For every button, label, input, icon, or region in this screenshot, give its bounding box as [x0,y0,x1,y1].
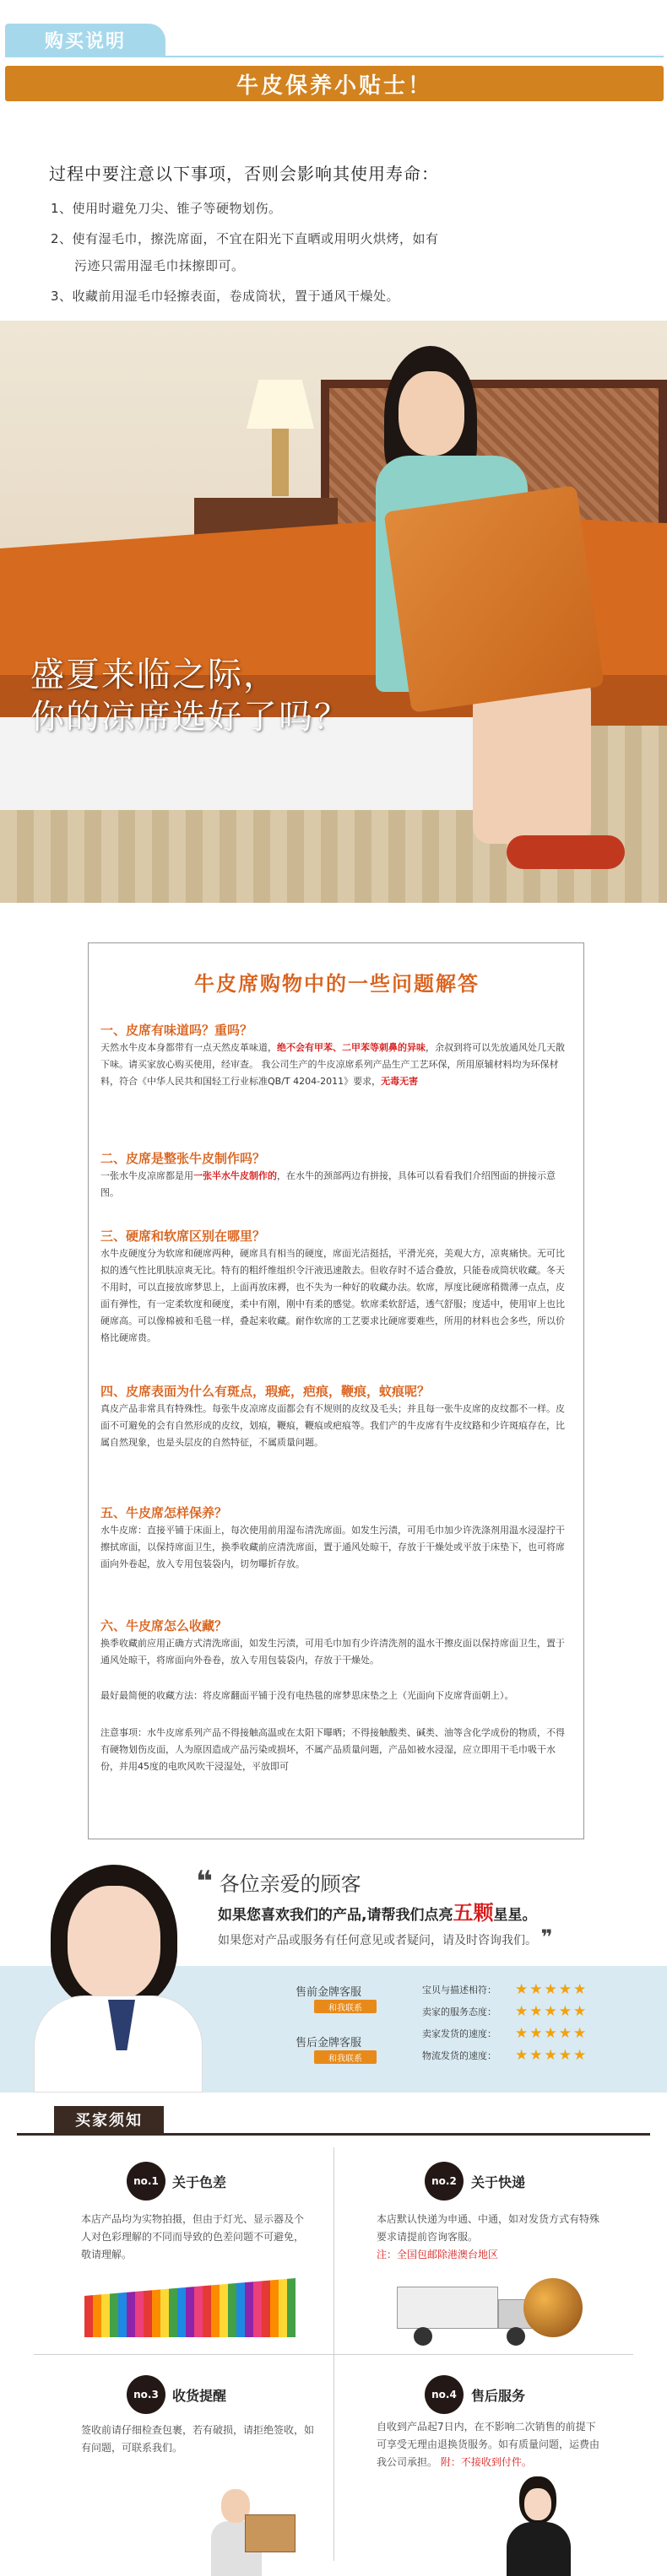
notice-text-receipt: 签收前请仔细检查包裹，若有破损，请拒绝签收，如有问题，可联系我们。 [81,2424,315,2454]
notice-shipping-text: 本店默认快递为申通、中通，如对发货方式有特殊要求请提前咨询客服。 [377,2213,600,2243]
truck-wheel [507,2327,525,2346]
faq-answer-text: 天然水牛皮本身都带有一点天然皮革味道， [100,1042,277,1053]
care-tips-banner: 牛皮保养小贴士！ [5,66,664,101]
purchase-instructions-tab: 购买说明 [5,24,165,56]
tip-item: 3、收藏前用湿毛巾轻擦表面，卷成筒状，置于通风干燥处。 [51,289,400,304]
notice-aftersale-note: 附：不接收到付件。 [440,2456,532,2468]
photo-headline-line2: 你的凉席选好了吗？ [30,698,350,737]
star-icon: ★ [515,2003,529,2020]
star-icon: ★ [558,2003,572,2020]
badge-no1: no.1 [127,2162,165,2201]
rating-stars [515,2047,588,2064]
tip-item: 2、使有湿毛巾，擦洗席面，不宜在阳光下直晒或用明火烘烤，如有 [51,231,439,246]
star-icon: ★ [544,2025,557,2042]
cs-request-highlight: 五颗 [453,1901,494,1925]
star-icon: ★ [573,2003,587,2020]
courier-image [203,2481,304,2576]
aftersale-contact-button[interactable]: 和我联系 [314,2050,377,2064]
quote-open-icon: ❝ [196,1865,213,1898]
notice-heading-shipping: 关于快递 [471,2174,526,2190]
rating-row [422,2025,588,2042]
notice-shipping-note: 注：全国包邮除港澳台地区 [377,2249,499,2260]
rating-row [422,2003,588,2020]
faq-answer: 真皮产品非常具有特殊性。每张牛皮凉席皮面都会有不规则的皮纹及毛头；并且每一张牛皮席的皮纹都不一样。皮面不可避免的会有自然形成的皮纹，划痕，鞭痕，鞭痕或疤痕等。我们产的牛皮席有牛皮纹路和少许斑痕存在，比属自然现象，也是头层皮的自然特征，不属质量问题。 [100,1403,565,1448]
rating-stars [515,1981,588,1998]
photo-slippers [507,835,625,869]
truck-wheel [414,2327,432,2346]
badge-no2: no.2 [425,2162,464,2201]
star-icon: ★ [558,2025,572,2042]
faq-answer: 最好最简便的收藏方法：将皮席翻面平铺于没有电热毯的席梦思床垫之上（光面向下皮席背面朝上）。 [100,1690,514,1701]
star-icon: ★ [558,1981,572,1998]
faq-question: 三、硬席和软席区别在哪里？ [100,1229,266,1244]
rating-label: 卖家发货的速度： [422,2028,496,2039]
star-icon: ★ [529,2047,543,2064]
cs-greeting-text: 各位亲爱的顾客 [219,1872,361,1896]
photo-model-face [399,371,464,456]
faq-answer: 换季收藏前应用正确方式清洗席面，如发生污渍，可用毛巾加有少许清洗剂的温水干擦皮面以保持席面卫生，置于通风处晾干，将席面向外卷卷，放入专用包装袋内，存放于干燥处。 [100,1638,565,1666]
colored-pencils-image [84,2278,296,2337]
notice-heading-receipt: 收货提醒 [172,2388,227,2404]
faq-question: 一、皮席有味道吗？重吗？ [100,1023,253,1038]
cs-agent-face [68,1886,160,2000]
customer-service-section [0,1856,667,2093]
cs-inquiry [218,1925,553,1949]
notice-text-color: 本店产品均为实物拍摄，但由于灯光、显示器及个人对色彩理解的不同而导致的色差问题不可避免，敬请理解。 [81,2213,305,2260]
star-icon: ★ [529,2025,543,2042]
header [0,0,667,101]
buyer-notice-divider [17,2133,650,2136]
presale-contact-button[interactable]: 和我联系 [314,2000,377,2013]
notice-heading-aftersale: 售后服务 [471,2388,526,2404]
photo-lamp-base [272,429,289,496]
star-icon: ★ [544,2047,557,2064]
photo-headline-line1: 盛夏来临之际， [30,656,279,694]
faq-answer [100,1040,573,1090]
faq-answer-highlight: 无毒无害 [381,1076,419,1087]
header-divider [5,56,664,57]
rating-stars [515,2003,588,2020]
buyer-notice-tab: 买家须知 [54,2106,164,2133]
notice-horizontal-divider [34,2354,633,2355]
faq-answer-highlight: 一张半水牛皮制作的 [193,1170,277,1181]
cs-inquiry-text: 如果您对产品或服务有任何意见或者疑问，请及时咨询我们。 [218,1934,537,1947]
agent-body [507,2522,571,2576]
rating-label: 卖家的服务态度： [422,2006,496,2017]
faq-answer-text: ，在水牛的颈部两边有拼接，具体可以看看我们介绍图面的拼接示意图。 [100,1170,556,1198]
rating-label: 宝贝与描述相符： [422,1985,496,1995]
faq-answer: 注意事项：水牛皮席系列产品不得接触高温或在太阳下曝晒；不得接触酸类、碱类、油等含化学成份的物质，不得有硬物划伤皮面，人为原因造成产品污染或损坏，不属产品质量问题，产品如被水浸湿，应立即用干毛巾吸干水份，并用45度的电吹风吹干浸湿处，平放即可 [100,1727,565,1772]
faq-question: 四、皮席表面为什么有斑点，瑕疵，疤痕，鞭痕，蚊痕呢？ [100,1384,431,1399]
notice-text-aftersale [377,2418,605,2471]
faq-answer [100,1168,573,1202]
star-icon: ★ [529,2003,543,2020]
faq-answer: 水牛皮席：直接平铺于床面上，每次使用前用湿布清洗席面。如发生污渍，可用毛巾加少许洗涤剂用温水浸湿拧干擦拭席面，以保持席面卫生，换季收藏前应清洗席面，置于通风处晾干，存放于干燥处或平放于床垫下，也可将席面向外卷起，放入专用包装袋内，切勿曝折存放。 [100,1525,565,1569]
agent-face [524,2488,551,2520]
star-icon: ★ [573,1981,587,1998]
notice-text-shipping [377,2211,605,2264]
rating-row [422,2047,588,2064]
star-icon: ★ [573,2025,587,2042]
delivery-truck-image [397,2278,591,2346]
service-agent-image [494,2476,587,2576]
package-icon [245,2514,296,2552]
cs-request-text: 星星。 [493,1907,537,1924]
badge-no3: no.3 [127,2375,165,2414]
faq-answer-text: 一张水牛皮凉席都是用 [100,1170,193,1181]
rating-row [422,1981,588,1998]
notice-heading-color: 关于色差 [172,2174,227,2190]
tip-item: 污迹只需用湿毛巾抹擦即可。 [74,258,245,273]
faq-question: 六、牛皮席怎么收藏？ [100,1618,228,1634]
faq-question: 二、皮席是整张牛皮制作吗？ [100,1151,266,1166]
star-icon: ★ [529,1981,543,1998]
star-icon: ★ [558,2047,572,2064]
cs-request-text: 如果您喜欢我们的产品,请帮我们点亮 [218,1907,453,1924]
badge-no4: no.4 [425,2375,464,2414]
faq-answer: 水牛皮硬度分为软席和硬席两种，硬席具有相当的硬度，席面光洁挺括，平滑光亮，美观大方，凉爽痛快。无可比拟的透气性比肌肤凉爽无比。特有的粗纤维组织令汗液迅速散去。但收存时不适合叠放，只能卷成筒状收藏。冬天不用时，可以直接放席梦思上，上面再放床褥，也不失为一种好的收藏办法。软席，厚度比硬席稍微薄一点点，皮面有弹性，有一定柔软度和硬度，柔中有刚，刚中有柔的感觉。软席柔软舒适，透气舒服；度适中，使用审上也比硬席高。可以像棉被和毛毯一样，叠起来收藏。耐作软席的工艺要求比硬席要难些，所用的材料也会多些，所以价格比硬席贵。 [100,1248,565,1343]
faq-answer-highlight: 绝不会有甲苯、二甲苯等刺鼻的异味 [277,1042,426,1053]
quote-close-icon: ❞ [540,1925,553,1949]
product-photo [0,321,667,903]
tips-title: 过程中要注意以下事项，否则会影响其使用寿命： [49,164,439,184]
star-icon: ★ [544,1981,557,1998]
star-icon: ★ [544,2003,557,2020]
tip-item: 1、使用时避免刀尖、锥子等硬物划伤。 [51,201,282,216]
star-icon: ★ [515,2047,529,2064]
cs-request [218,1896,536,1925]
faq-question: 五、牛皮席怎样保养？ [100,1505,228,1520]
presale-service-label: 售前金牌客服 [296,1986,362,1999]
cs-greeting [196,1865,361,1898]
faq-answer-text: ，余叔到将可以先放通风处几天散下味。请买家放心购买使用，经审查。 我公司生产的牛皮凉席系列产品生产工艺环保，所用原辅材料均为环保材料，符合《中华人民共和国轻工行业标准QB/T 4204-2011》要求， [100,1042,565,1087]
star-icon: ★ [515,1981,529,1998]
star-icon: ★ [573,2047,587,2064]
truck-cargo [397,2287,498,2329]
photo-leather-pillow [383,485,604,713]
globe-icon [523,2278,583,2337]
aftersale-service-label: 售后金牌客服 [296,2037,362,2049]
rating-label: 物流发货的速度： [422,2050,496,2061]
star-icon: ★ [515,2025,529,2042]
faq-panel [88,942,584,1839]
rating-stars [515,2025,588,2042]
faq-title: 牛皮席购物中的一些问题解答 [194,972,480,996]
notice-aftersale-text: 自收到产品起7日内，在不影响二次销售的前提下可享受无理由退换货服务。如有质量问题，运费由我公司承担。 [377,2421,600,2468]
